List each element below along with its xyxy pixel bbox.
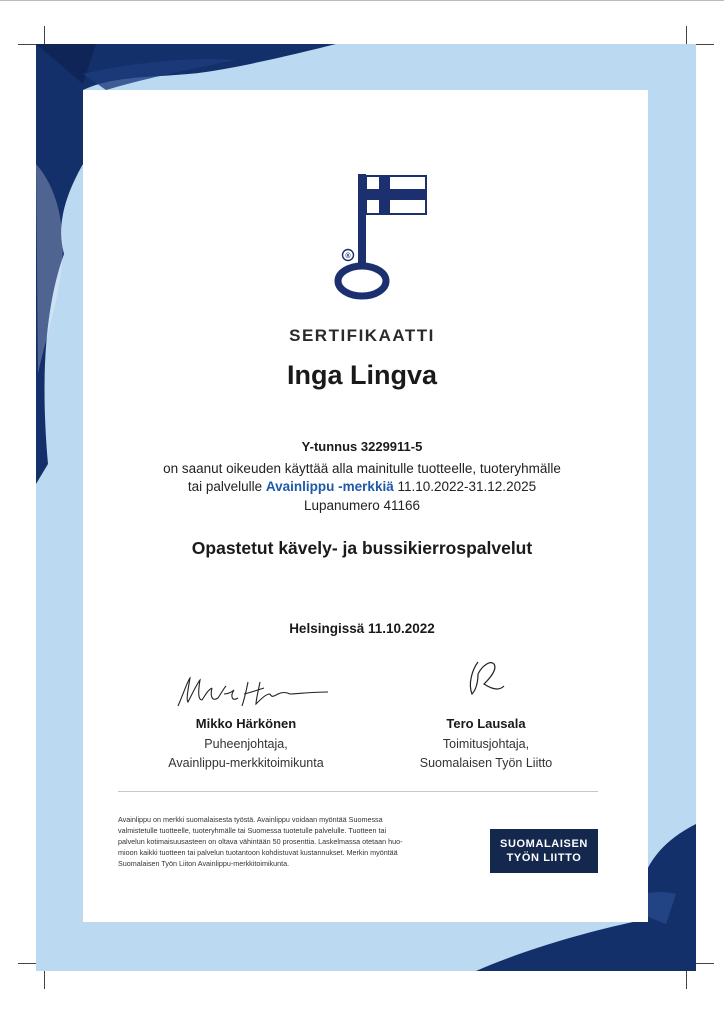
text-prefix: tai palvelulle	[187, 479, 266, 494]
crop-mark	[18, 963, 36, 964]
fine-print-line: valmistetulle tuotteelle, tuoteryhmälle tai Suomessa tuotetulle palvelulle. Tuotteen tai	[118, 826, 387, 835]
certificate-text-line1: on saanut oikeuden käyttää alla mainitulle tuotteelle, tuoteryhmälle	[163, 461, 561, 476]
crop-mark	[696, 44, 714, 45]
avainlippu-key-flag-icon	[334, 168, 430, 304]
footer-divider	[118, 791, 598, 792]
signatory-organization: Avainlippu-merkkitoimikunta	[168, 756, 324, 770]
fine-print-line: Avainlippu on merkki suomalaisesta työstä. Avainlippu voidaan myöntää Suomessa	[118, 815, 383, 824]
crop-mark	[686, 971, 687, 989]
valid-period: 11.10.2022-31.12.2025	[393, 479, 537, 494]
registered-symbol: ®	[345, 253, 351, 260]
crop-mark	[44, 971, 45, 989]
suomalaisen-tyon-liitto-logo	[490, 829, 598, 873]
signature-tero-lausala	[462, 654, 508, 700]
mark-name: Avainlippu -merkkiä	[265, 479, 394, 494]
fine-print-line: mioon kaikki tuotteen tai palvelun tuotantoon kohdistuvat kustannukset. Merkin myöntää	[118, 848, 398, 857]
business-id: Y-tunnus 3229911-5	[301, 439, 423, 454]
crop-mark	[44, 26, 45, 44]
signatory-organization: Suomalaisen Työn Liitto	[419, 756, 553, 770]
service-name: Opastetut kävely- ja bussikierrospalvelut	[191, 538, 533, 558]
signatory-role: Puheenjohtaja,	[204, 737, 288, 751]
fine-print-line: palvelun kotimaisuusasteen on oltava vähintään 50 prosenttia. Laskelmassa otetaan huo-	[118, 837, 403, 846]
crop-mark	[18, 44, 36, 45]
crop-mark	[696, 963, 714, 964]
signatory-name: Mikko Härkönen	[195, 716, 297, 731]
signatory-role: Toimitusjohtaja,	[442, 737, 530, 751]
fine-print	[118, 814, 470, 869]
badge-line2: TYÖN LIITTO	[506, 852, 582, 864]
crop-mark	[686, 26, 687, 44]
signature-mikko-harkonen	[168, 672, 338, 712]
certificate-label: SERTIFIKAATTI	[289, 326, 435, 345]
fine-print-line: Suomalaisen Työn Liiton Avainlippu-merkkitoimikunta.	[118, 859, 290, 868]
signatory-name: Tero Lausala	[446, 716, 526, 731]
license-number: Lupanumero 41166	[303, 498, 421, 513]
certificate-text-line2	[0, 479, 724, 494]
badge-line1: SUOMALAISEN	[500, 838, 588, 850]
crop-mark	[0, 0, 724, 1]
certificate-holder: Inga Lingva	[286, 360, 438, 390]
place-date: Helsingissä 11.10.2022	[289, 621, 435, 636]
